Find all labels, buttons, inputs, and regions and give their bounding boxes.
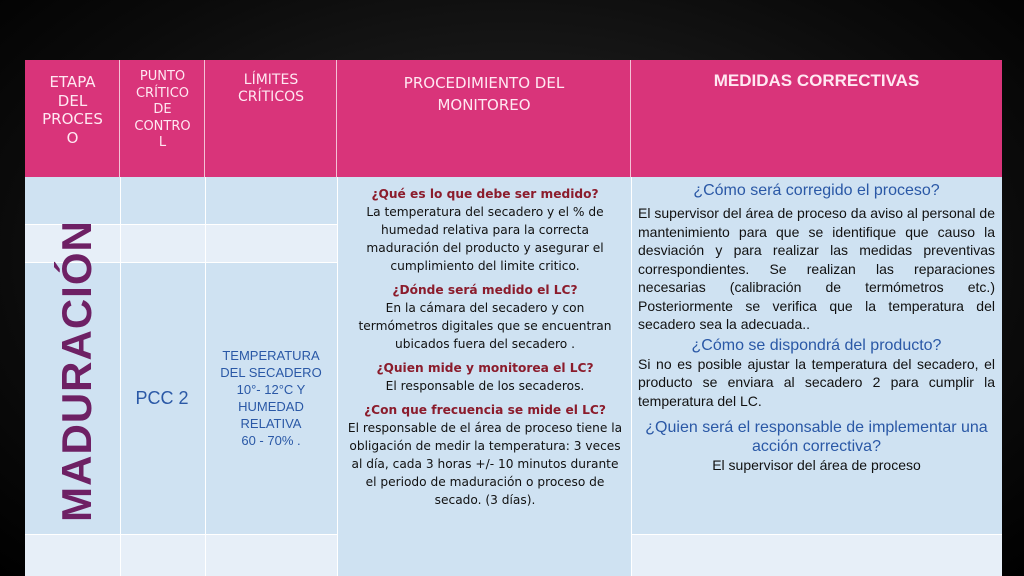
header-punto-critico: PUNTO CRÍTICO DE CONTRO L	[134, 69, 191, 150]
medida-answer: El supervisor del área de proceso	[712, 457, 921, 473]
grid-line	[631, 534, 1002, 535]
medida-answer: El supervisor del área de proceso da aviso al personal de mantenimiento para que se identifique que causo la desviación y para realizar las medidas preventivas correspondientes. Se realizan las reparaciones necesarias (calibración de termómetros etc.) Posteriormente se verifica que la temperatura del secadero sea la adecuada..	[638, 205, 995, 332]
medida-question: ¿Cómo será corregido el proceso?	[693, 182, 940, 199]
grid-line	[25, 534, 337, 535]
header-medidas: MEDIDAS CORRECTIVAS	[713, 71, 920, 90]
procedimiento-item: ¿Quien mide y monitorea el LC? El responsable de los secaderos.	[376, 361, 594, 393]
etapa-vertical-label: MADURACIÓN	[53, 220, 100, 522]
medida-question: ¿Cómo se dispondrá del producto?	[691, 336, 942, 354]
row-band	[631, 534, 1002, 576]
header-procedimiento: PROCEDIMIENTO DEL MONITOREO	[403, 74, 565, 114]
procedimiento-item: ¿Qué es lo que debe ser medido? La temperatura del secadero y el % de humedad relativa para la correcta maduración del producto y asegurar el cumplimiento del limite critico.	[366, 187, 604, 273]
medida-answer: Si no es posible ajustar la temperatura del secadero, el producto se enviara al secadero 2 para cumplir la temperatura del LC.	[638, 355, 995, 409]
header-etapa: ETAPA DEL PROCES O	[42, 73, 103, 147]
pcc-label: PCC 2	[135, 388, 189, 408]
medidas-correctivas	[638, 181, 995, 475]
procedimiento-item: ¿Con que frecuencia se mide el LC? El responsable de el área de proceso tiene la obligación de medir la temperatura: 3 veces al día, cada 3 horas +/- 10 minutos durante el periodo de maduración o proceso de secado. (3 días).	[347, 403, 623, 507]
procedimiento-monitoreo	[347, 185, 623, 515]
medida-question: ¿Quien será el responsable de implementar una acción correctiva?	[645, 419, 988, 455]
procedimiento-item: ¿Dónde será medido el LC? En la cámara del secadero y con termómetros digitales que se encuentran ubicados fuera del secadero .	[358, 283, 612, 351]
grid-line	[631, 177, 632, 576]
row-band	[25, 534, 337, 576]
limites-criticos: TEMPERATURA DEL SECADERO 10°- 12°C Y HUMEDAD RELATIVA 60 - 70% .	[220, 348, 322, 448]
header-limites: LÍMITES CRÍTICOS	[238, 72, 304, 105]
grid-line	[337, 177, 338, 576]
grid-line	[120, 177, 121, 576]
